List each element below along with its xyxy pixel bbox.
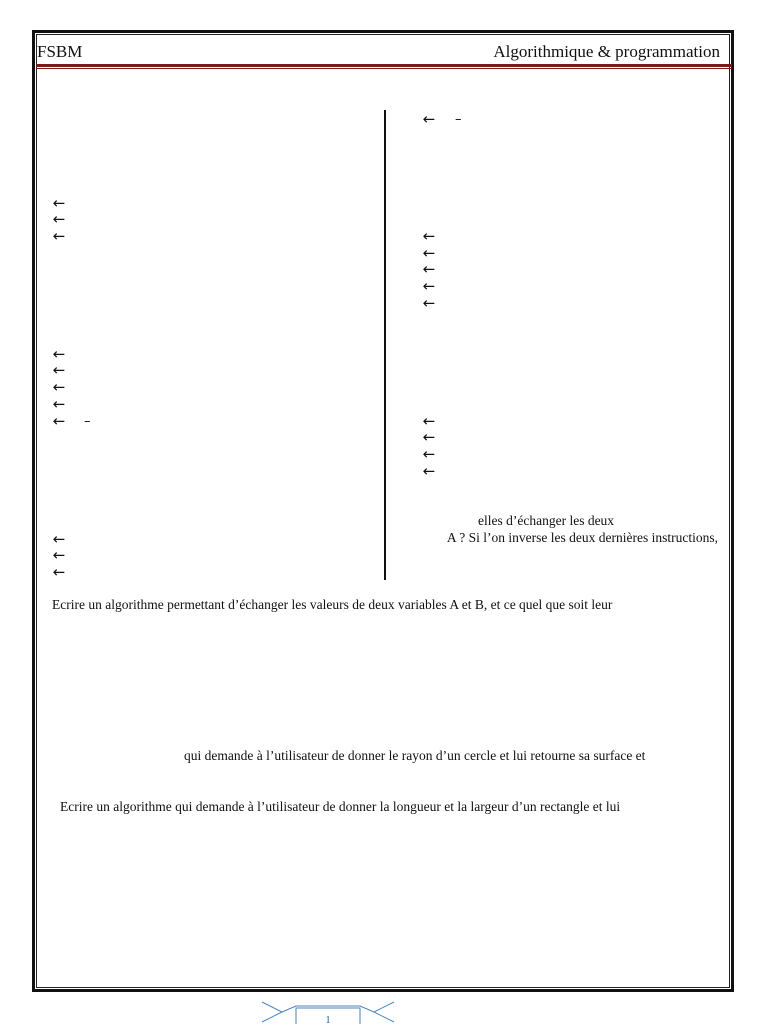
assign-arrow: ← xyxy=(52,546,66,564)
assign-arrow: ← xyxy=(52,227,66,245)
assign-arrow: ← xyxy=(422,428,436,446)
assign-arrow: ← xyxy=(422,110,436,128)
assign-arrow: ← xyxy=(422,412,436,430)
assign-arrow: ← xyxy=(52,412,66,430)
header-right-title: Algorithmique & programmation xyxy=(493,42,720,61)
swap-question-line-1: elles d’échanger les deux xyxy=(478,513,615,528)
assign-arrow: ← xyxy=(422,462,436,480)
assign-arrow: ← xyxy=(52,530,66,548)
assign-arrow: ← xyxy=(422,294,436,312)
assign-arrow: ← xyxy=(52,345,66,363)
swap-question-line-2: A ? Si l’on inverse les deux dernières instructions, xyxy=(446,530,718,545)
header-left-label: FSBM xyxy=(37,42,83,61)
minus-sign: – xyxy=(84,414,91,429)
assign-arrow: ← xyxy=(422,227,436,245)
column-divider xyxy=(384,110,386,580)
minus-sign: – xyxy=(455,112,462,127)
assign-arrow: ← xyxy=(422,244,436,262)
exercise-circle-text: qui demande à l’utilisateur de donner le rayon d’un cercle et lui retourne sa surface et xyxy=(184,748,646,763)
exercise-rectangle-text: Ecrire un algorithme qui demande à l’utilisateur de donner la longueur et la largeur d’un rectangle et lui xyxy=(60,799,621,814)
assign-arrow: ← xyxy=(422,260,436,278)
assign-arrow: ← xyxy=(52,378,66,396)
assign-arrow: ← xyxy=(422,445,436,463)
header-rule-thin xyxy=(36,68,732,69)
assign-arrow: ← xyxy=(52,210,66,228)
assign-arrow: ← xyxy=(52,395,66,413)
assign-arrow: ← xyxy=(52,194,66,212)
assign-arrow: ← xyxy=(52,563,66,581)
page-inner-border xyxy=(36,34,730,988)
page-number: 1 xyxy=(325,1014,331,1026)
header-rule-thick xyxy=(36,64,732,67)
assign-arrow: ← xyxy=(52,361,66,379)
assign-arrow: ← xyxy=(422,277,436,295)
exercise-swap-text: Ecrire un algorithme permettant d’échanger les valeurs de deux variables A et B, et ce quel que soit leur xyxy=(52,597,613,612)
